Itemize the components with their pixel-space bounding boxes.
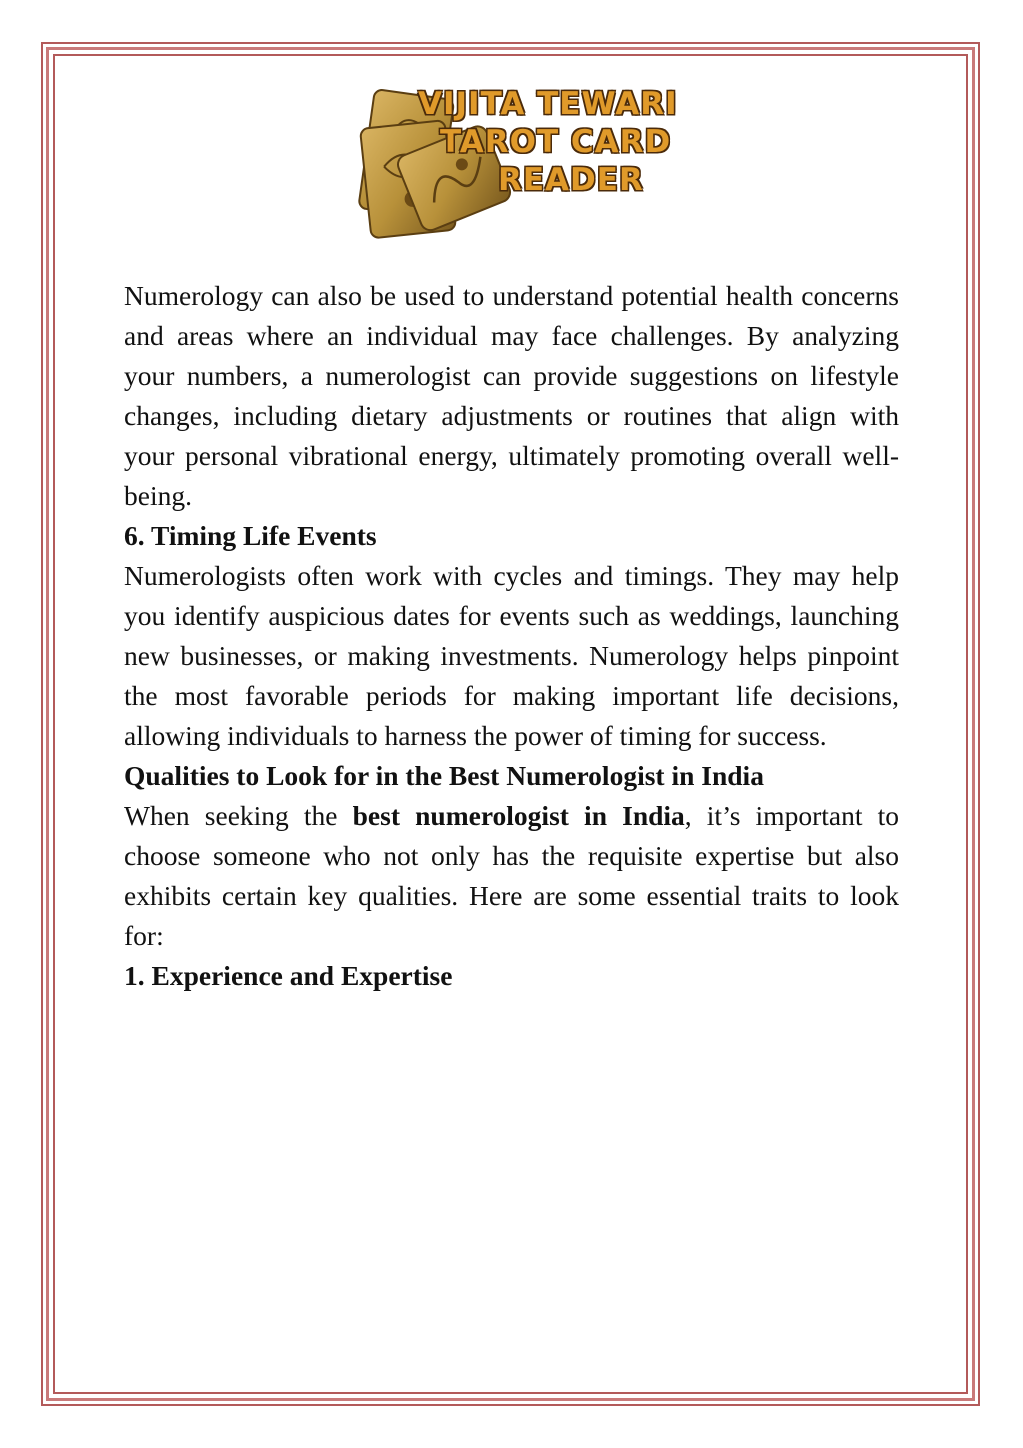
paragraph-seeking <box>124 796 899 956</box>
paragraph-seeking-end: , it’s important to choose someone who not only has the requisite expertise but also exhibits certain key qualities. Here are some essential traits to look for: <box>124 800 899 951</box>
paragraph-health: Numerology can also be used to understand potential health concerns and areas where an individual may face challenges. By analyzing your numbers, a numerologist can provide suggestions on lifestyle changes, including dietary adjustments or routines that align with your personal vibrational energy, ultimately promoting overall well-being. <box>124 280 899 511</box>
paragraph-seeking-start: When seeking the <box>124 800 353 831</box>
logo-text-line3: READER <box>498 162 644 198</box>
logo-text-line2: TAROT CARD <box>440 124 672 160</box>
logo-text-line1: VIJITA TEWARI <box>418 86 678 122</box>
article-content <box>124 276 899 996</box>
heading-experience: 1. Experience and Expertise <box>124 960 453 991</box>
paragraph-seeking-bold: best numerologist in India <box>352 800 685 831</box>
heading-qualities: Qualities to Look for in the Best Numerologist in India <box>124 760 764 791</box>
paragraph-timing: Numerologists often work with cycles and timings. They may help you identify auspicious dates for events such as weddings, launching new businesses, or making investments. Numerology helps pinpoint the most favorable periods for making important life decisions, allowing individuals to harness the power of timing for success. <box>124 560 899 751</box>
heading-timing-life-events: 6. Timing Life Events <box>124 520 377 551</box>
